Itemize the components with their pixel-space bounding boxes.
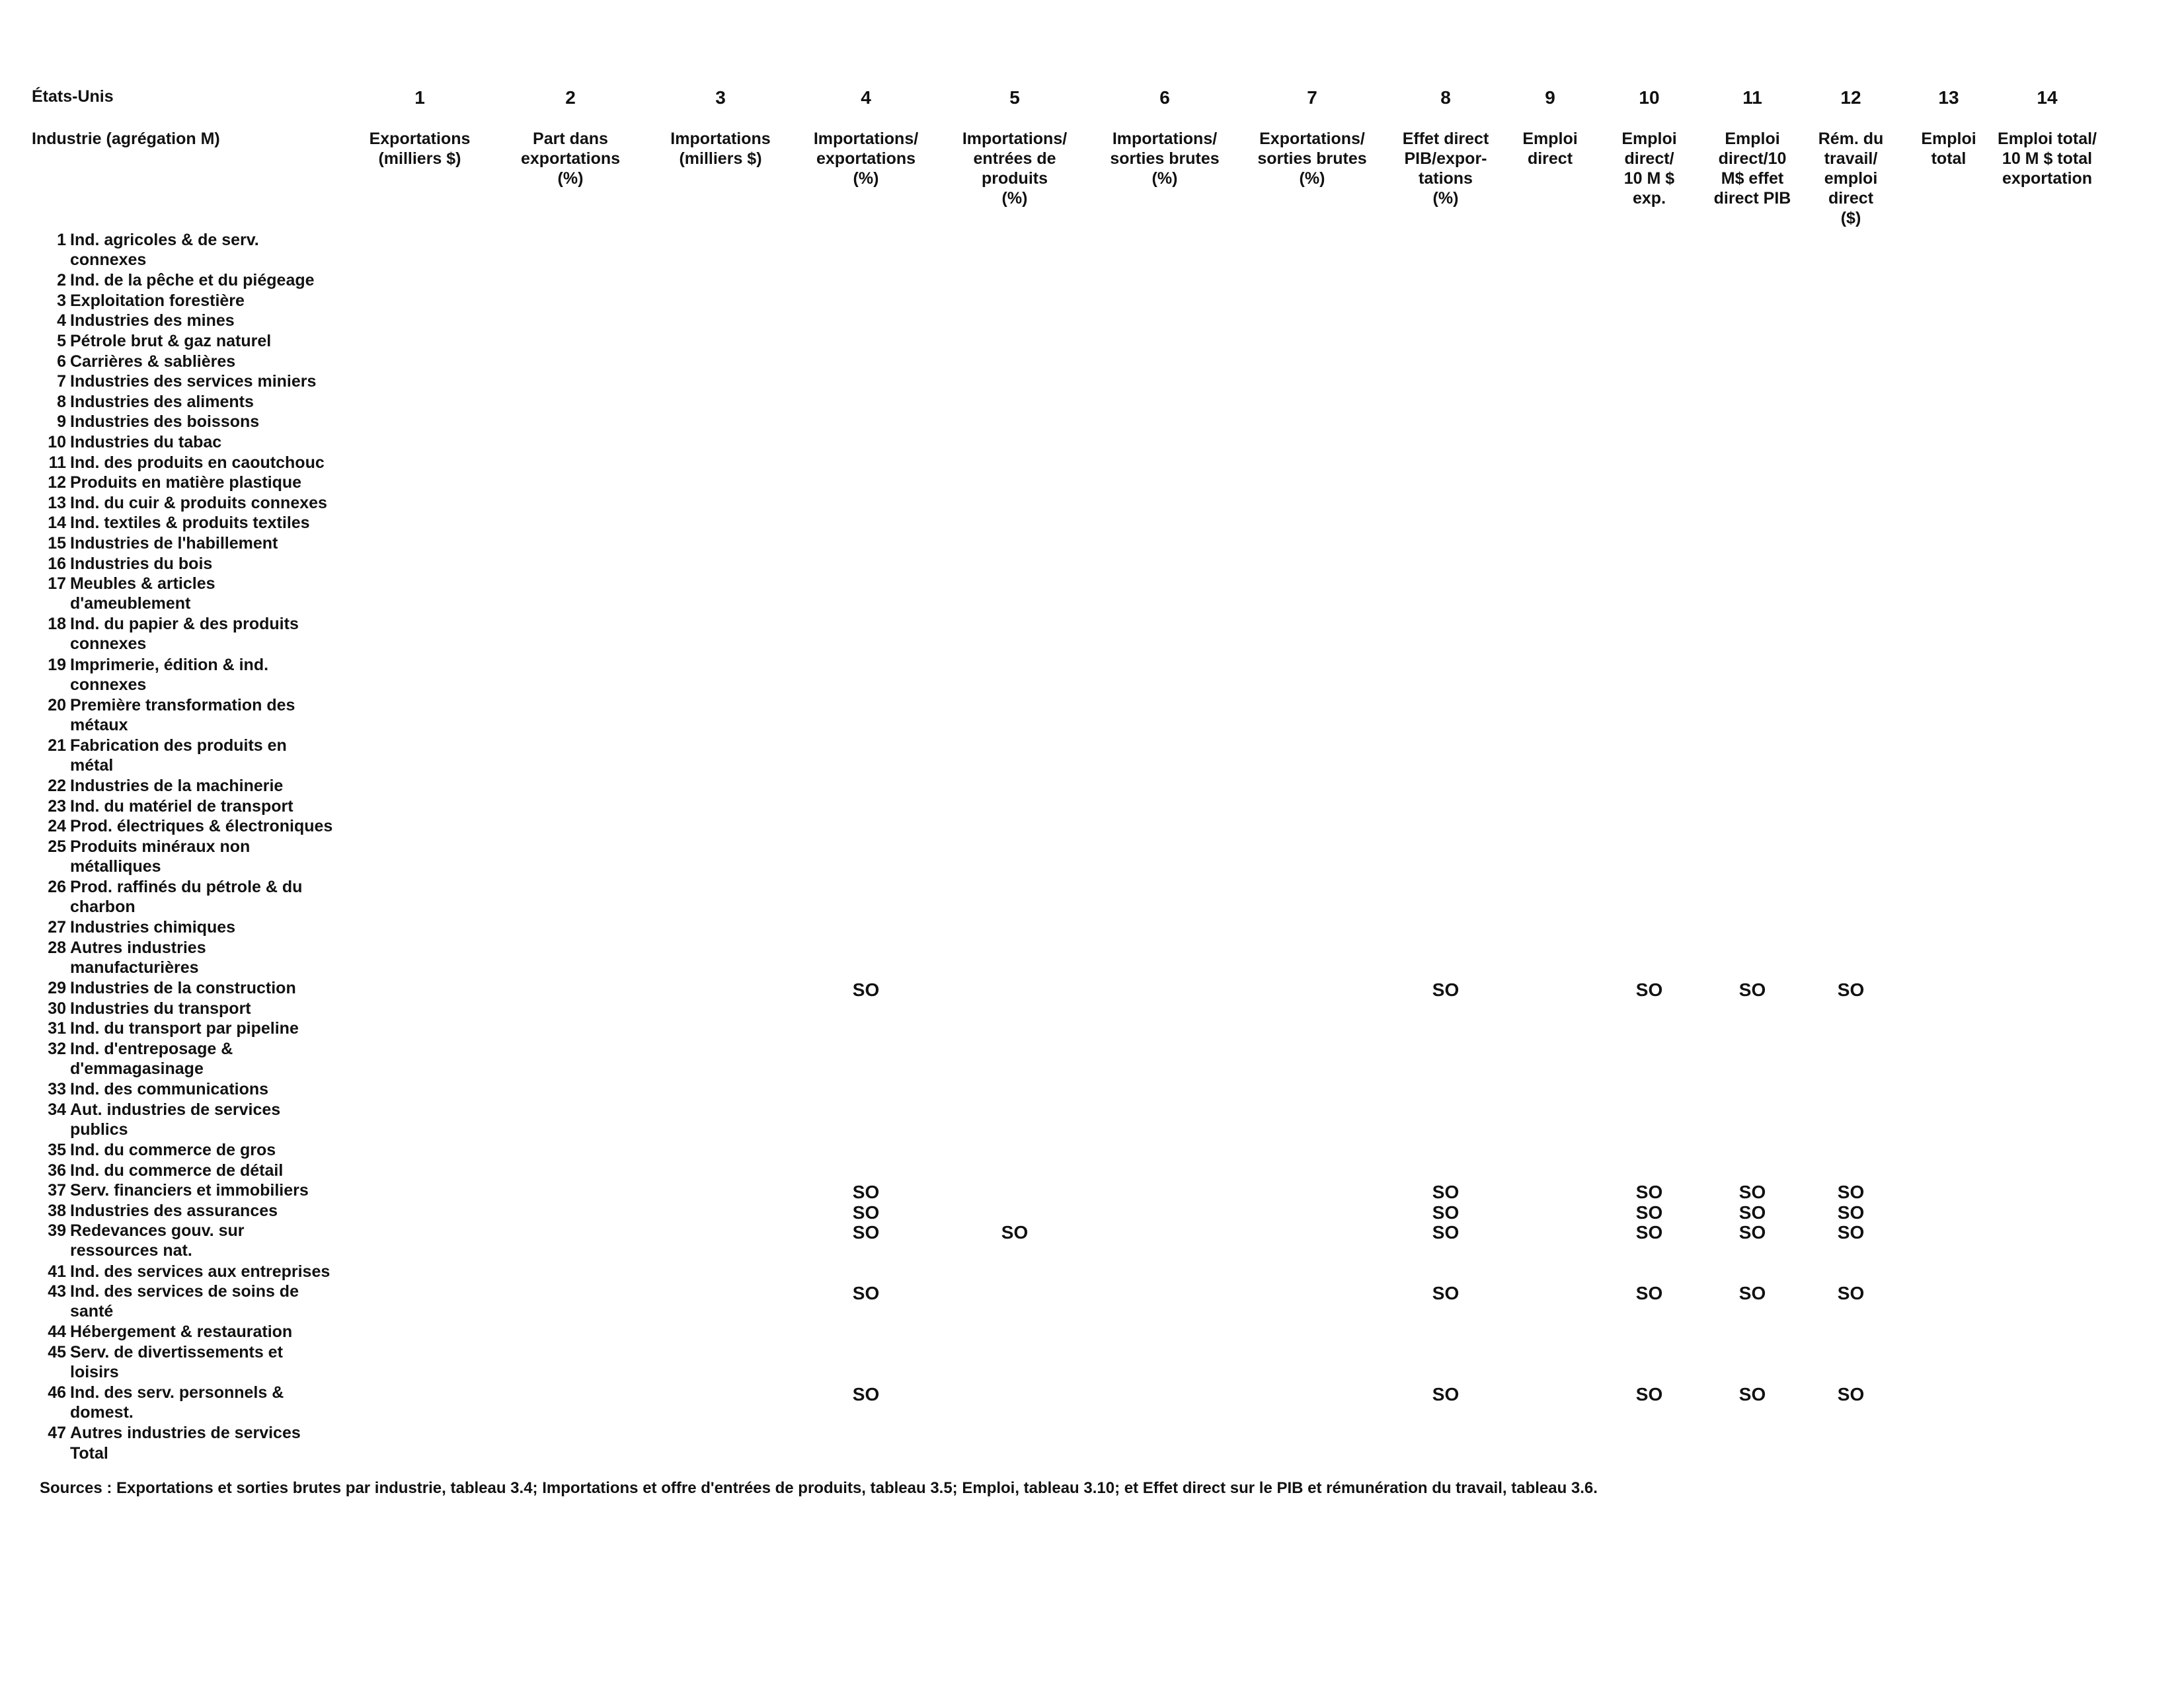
row-number: 28 xyxy=(48,939,66,957)
row-label: Produits minéraux non métalliques xyxy=(70,837,251,876)
row-number: 10 xyxy=(48,433,66,451)
row-number: 17 xyxy=(48,574,66,594)
row-label: Meubles & articles d'ameublement xyxy=(70,574,215,613)
row-label: Fabrication des produits en métal xyxy=(70,736,287,775)
column-number: 8 xyxy=(1440,87,1451,108)
row-number: 46 xyxy=(48,1383,66,1402)
industry-column-heading: Industrie (agrégation M) xyxy=(32,130,220,148)
row-number: 7 xyxy=(57,372,66,391)
column-header: Importations/ entrées de produits (%) xyxy=(962,130,1068,208)
cell-so: SO xyxy=(1738,1283,1766,1304)
cell-so: SO xyxy=(1432,1283,1460,1304)
column-number: 11 xyxy=(1742,87,1762,108)
column-number: 4 xyxy=(861,87,871,108)
row-number: 6 xyxy=(57,352,66,371)
row-label: Redevances gouv. sur ressources nat. xyxy=(70,1221,245,1260)
column-number: 10 xyxy=(1639,87,1660,108)
row-label: Aut. industries de services publics xyxy=(70,1100,281,1139)
cell-so: SO xyxy=(1738,1384,1766,1405)
cell-so: SO xyxy=(1837,1384,1865,1405)
row-number: 2 xyxy=(57,271,66,290)
row-number: 34 xyxy=(48,1100,66,1119)
row-label: Ind. du papier & des produits connexes xyxy=(70,615,299,654)
row-number: 29 xyxy=(48,979,66,998)
row-label: Ind. du cuir & produits connexes xyxy=(70,493,327,512)
row-number: 32 xyxy=(48,1040,66,1058)
column-number: 6 xyxy=(1159,87,1170,108)
row-label: Produits en matière plastique xyxy=(70,473,302,492)
cell-so: SO xyxy=(1635,1202,1663,1223)
row-label: Industries de l'habillement xyxy=(70,534,278,553)
row-number: 33 xyxy=(48,1080,66,1099)
row-number: 35 xyxy=(48,1141,66,1159)
column-number: 12 xyxy=(1840,87,1861,108)
row-label: Ind. des services de soins de santé xyxy=(70,1282,299,1321)
row-label: Industries du bois xyxy=(70,554,213,573)
row-label: Ind. des communications xyxy=(70,1080,269,1099)
column-number: 9 xyxy=(1545,87,1555,108)
column-header: Exportations/ sorties brutes (%) xyxy=(1257,130,1367,188)
row-label: Exploitation forestière xyxy=(70,291,245,310)
row-label: Industries des mines xyxy=(70,311,235,330)
row-number: 5 xyxy=(57,332,66,350)
cell-so: SO xyxy=(1837,1283,1865,1304)
row-number: 20 xyxy=(48,695,66,714)
column-number: 1 xyxy=(414,87,425,108)
row-number: 21 xyxy=(48,736,66,755)
row-label: Serv. de divertissements et loisirs xyxy=(70,1343,283,1381)
row-label: Industries des aliments xyxy=(70,392,254,411)
row-number: 11 xyxy=(48,453,66,472)
row-number: 36 xyxy=(48,1161,66,1180)
row-number: 18 xyxy=(48,615,66,634)
row-label: Ind. textiles & produits textiles xyxy=(70,514,310,533)
row-label: Ind. du commerce de détail xyxy=(70,1161,284,1180)
column-header: Importations (milliers $) xyxy=(670,130,771,168)
column-header: Emploi total xyxy=(1921,130,1976,168)
row-label: Ind. de la pêche et du piégeage xyxy=(70,271,315,290)
column-number: 2 xyxy=(565,87,576,108)
row-number: 24 xyxy=(48,817,66,836)
cell-so: SO xyxy=(1432,1384,1460,1405)
row-label: Ind. des serv. personnels & domest. xyxy=(70,1383,284,1422)
cell-so: SO xyxy=(1635,979,1663,1001)
row-number: 13 xyxy=(48,493,66,512)
row-number: 14 xyxy=(48,514,66,533)
row-number: 15 xyxy=(48,534,66,553)
cell-so: SO xyxy=(852,1202,880,1223)
column-header: Rém. du travail/ emploi direct ($) xyxy=(1818,130,1884,227)
cell-so: SO xyxy=(1738,1182,1766,1203)
row-number: 22 xyxy=(48,777,66,796)
row-number: 8 xyxy=(57,392,66,411)
cell-so: SO xyxy=(1738,979,1766,1001)
cell-so: SO xyxy=(1837,1222,1865,1243)
column-header: Part dans exportations (%) xyxy=(520,130,621,188)
row-label: Ind. agricoles & de serv. connexes xyxy=(70,231,259,269)
row-number: 39 xyxy=(48,1221,66,1241)
column-number: 14 xyxy=(2037,87,2058,108)
row-label: Industries du transport xyxy=(70,999,251,1018)
column-header: Effet direct PIB/expor- tations (%) xyxy=(1402,130,1489,208)
column-number: 3 xyxy=(715,87,726,108)
cell-so: SO xyxy=(1738,1222,1766,1243)
cell-so: SO xyxy=(852,1222,880,1243)
cell-so: SO xyxy=(1738,1202,1766,1223)
row-number: 31 xyxy=(48,1019,66,1038)
cell-so: SO xyxy=(1432,1202,1460,1223)
cell-so: SO xyxy=(1837,1202,1865,1223)
cell-so: SO xyxy=(1635,1222,1663,1243)
row-number: 16 xyxy=(48,554,66,573)
column-header: Importations/ sorties brutes (%) xyxy=(1110,130,1220,188)
column-header: Emploi direct/10 M$ effet direct PIB xyxy=(1713,130,1791,208)
row-number: 3 xyxy=(57,291,66,310)
column-number: 7 xyxy=(1307,87,1317,108)
row-number: 41 xyxy=(48,1262,66,1281)
row-label: Industries du tabac xyxy=(70,433,222,451)
row-label: Autres industries manufacturières xyxy=(70,939,206,977)
column-header: Emploi total/ 10 M $ total exportation xyxy=(1998,130,2097,188)
cell-so: SO xyxy=(1432,1182,1460,1203)
cell-so: SO xyxy=(852,1283,880,1304)
cell-so: SO xyxy=(852,1182,880,1203)
cell-so: SO xyxy=(1432,979,1460,1001)
row-label: Ind. du commerce de gros xyxy=(70,1141,276,1159)
row-label: Industries des boissons xyxy=(70,412,260,432)
cell-so: SO xyxy=(1432,1222,1460,1243)
cell-so: SO xyxy=(1837,1182,1865,1203)
row-number: 38 xyxy=(48,1201,66,1220)
row-number: 23 xyxy=(48,796,66,816)
row-number: 9 xyxy=(57,412,66,432)
row-label: Ind. des produits en caoutchouc xyxy=(70,453,325,472)
row-label: Imprimerie, édition & ind. connexes xyxy=(70,655,269,694)
row-number: 1 xyxy=(57,231,66,249)
row-label: Ind. du transport par pipeline xyxy=(70,1019,299,1038)
row-number: 12 xyxy=(48,473,66,492)
row-label: Industries des services miniers xyxy=(70,372,317,391)
row-number: 26 xyxy=(48,878,66,897)
row-number: 37 xyxy=(48,1181,66,1200)
row-number: 19 xyxy=(48,655,66,674)
row-number: 45 xyxy=(48,1343,66,1362)
column-number: 13 xyxy=(1938,87,1959,108)
row-label: Hébergement & restauration xyxy=(70,1323,293,1342)
row-label: Total xyxy=(70,1444,108,1463)
cell-so: SO xyxy=(1837,979,1865,1001)
row-label: Industries de la construction xyxy=(70,979,296,998)
column-header: Exportations (milliers $) xyxy=(369,130,471,168)
row-number: 43 xyxy=(48,1282,66,1301)
row-number: 47 xyxy=(48,1424,66,1443)
row-number: 25 xyxy=(48,837,66,856)
row-label: Ind. d'entreposage & d'emmagasinage xyxy=(70,1040,233,1078)
cell-so: SO xyxy=(1635,1182,1663,1203)
cell-so: SO xyxy=(1001,1222,1029,1243)
row-number: 27 xyxy=(48,918,66,937)
row-label: Prod. raffinés du pétrole & du charbon xyxy=(70,878,303,917)
row-label: Industries chimiques xyxy=(70,918,236,937)
row-number: 44 xyxy=(48,1323,66,1342)
column-header: Importations/ exportations (%) xyxy=(813,130,919,188)
column-header: Emploi direct/ 10 M $ exp. xyxy=(1621,130,1677,208)
cell-so: SO xyxy=(1635,1384,1663,1405)
sources-note: Sources : Exportations et sorties brutes par industrie, tableau 3.4; Importations et offre d'entrées de produits, tableau 3.5; Emploi, tableau 3.10; et Effet direct sur le PIB et rémunération du travail, tableau 3.6. xyxy=(40,1479,1598,1497)
cell-so: SO xyxy=(1635,1283,1663,1304)
row-label: Industries des assurances xyxy=(70,1201,278,1220)
row-label: Première transformation des métaux xyxy=(70,695,295,734)
row-label: Ind. du matériel de transport xyxy=(70,796,293,816)
cell-so: SO xyxy=(852,1384,880,1405)
row-label: Pétrole brut & gaz naturel xyxy=(70,332,272,350)
row-label: Prod. électriques & électroniques xyxy=(70,817,333,836)
row-label: Ind. des services aux entreprises xyxy=(70,1262,331,1281)
row-number: 30 xyxy=(48,999,66,1018)
row-label: Serv. financiers et immobiliers xyxy=(70,1181,309,1200)
row-number: 4 xyxy=(57,311,66,330)
country-heading: États-Unis xyxy=(32,87,114,106)
column-number: 5 xyxy=(1009,87,1020,108)
column-header: Emploi direct xyxy=(1522,130,1578,168)
cell-so: SO xyxy=(852,979,880,1001)
row-label: Autres industries de services xyxy=(70,1424,301,1443)
row-label: Carrières & sablières xyxy=(70,352,236,371)
row-label: Industries de la machinerie xyxy=(70,777,284,796)
